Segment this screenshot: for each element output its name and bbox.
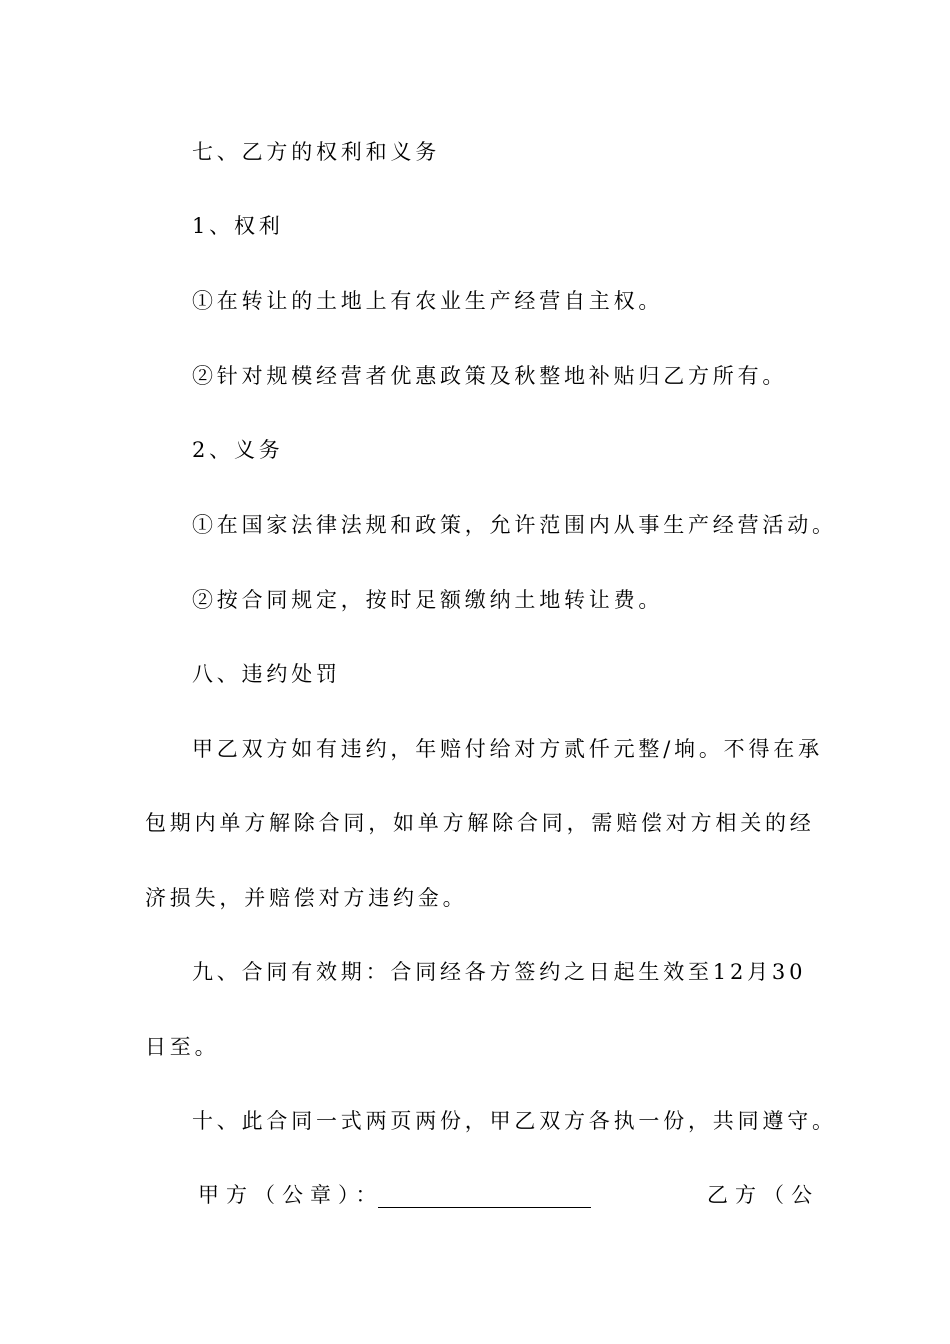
rights-heading: 1、权利 (192, 214, 284, 238)
section-7-heading: 七、乙方的权利和义务 (192, 140, 440, 164)
party-a-seal-label: 甲方（公章）： (198, 1183, 384, 1207)
section-8-text-line-3: 济损失，并赔偿对方违约金。 (145, 886, 468, 910)
section-9-line-2: 日至。 (145, 1035, 220, 1059)
section-8-text-line-1: 甲乙双方如有违约，年赔付给对方贰仟元整/垧。不得在承 (192, 737, 823, 761)
right-item-2: ②针对规模经营者优惠政策及秋整地补贴归乙方所有。 (192, 364, 788, 388)
section-10-text: 十、此合同一式两页两份，甲乙双方各执一份，共同遵守。 (192, 1109, 837, 1133)
section-8-text-line-2: 包期内单方解除合同，如单方解除合同，需赔偿对方相关的经 (145, 811, 815, 835)
duty-item-2: ②按合同规定，按时足额缴纳土地转让费。 (192, 588, 664, 612)
section-9-line-1: 九、合同有效期：合同经各方签约之日起生效至12月30 (192, 960, 807, 984)
duty-item-1: ①在国家法律法规和政策，允许范围内从事生产经营活动。 (192, 513, 837, 537)
duties-heading: 2、义务 (192, 438, 284, 462)
right-item-1: ①在转让的土地上有农业生产经营自主权。 (192, 289, 664, 313)
party-a-signature-line (378, 1207, 591, 1208)
section-8-heading: 八、违约处罚 (192, 662, 341, 686)
party-b-seal-label: 乙方（公 (707, 1183, 819, 1207)
